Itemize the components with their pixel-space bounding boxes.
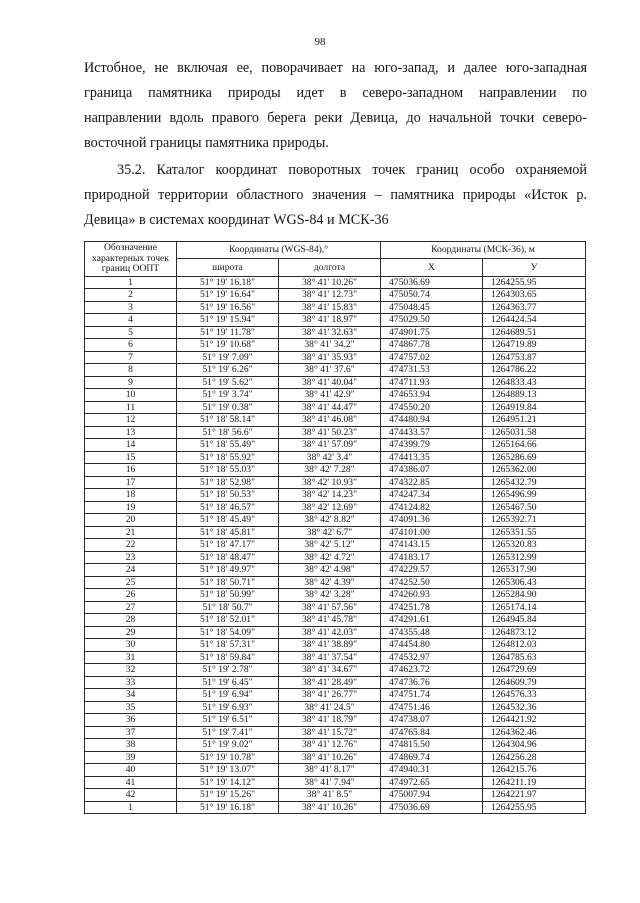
longitude-cell: 38° 41' 15.72" [279, 726, 381, 739]
x-cell: 475050.74 [381, 289, 483, 302]
table-row [85, 801, 586, 814]
point-number-cell: 1 [85, 801, 177, 814]
x-cell: 474623.72 [381, 664, 483, 677]
latitude-cell: 51° 18' 50.99" [177, 589, 279, 602]
y-cell: 1265496.99 [483, 489, 586, 502]
y-cell: 1264945.84 [483, 614, 586, 627]
longitude-cell: 38° 42' 3.28" [279, 589, 381, 602]
x-cell: 474731.53 [381, 364, 483, 377]
x-cell: 474867.78 [381, 339, 483, 352]
x-cell: 475007.94 [381, 789, 483, 802]
point-number-cell: 26 [85, 589, 177, 602]
latitude-cell: 51° 18' 50.53" [177, 489, 279, 502]
y-cell: 1264729.69 [483, 664, 586, 677]
y-cell: 1264211.19 [483, 776, 586, 789]
y-cell: 1265467.50 [483, 501, 586, 514]
longitude-cell: 38° 41' 8.17" [279, 764, 381, 777]
y-cell: 1265031.58 [483, 426, 586, 439]
point-number-cell: 6 [85, 339, 177, 352]
longitude-cell: 38° 41' 12.76" [279, 739, 381, 752]
y-cell: 1265312.99 [483, 551, 586, 564]
table-row [85, 526, 586, 539]
longitude-cell: 38° 41' 37.6" [279, 364, 381, 377]
x-cell: 474251.78 [381, 601, 483, 614]
table-row [85, 676, 586, 689]
table-row [85, 514, 586, 527]
longitude-cell: 38° 41' 26.77" [279, 689, 381, 702]
table-row [85, 739, 586, 752]
y-cell: 1264889.13 [483, 389, 586, 402]
latitude-cell: 51° 19' 10.68" [177, 339, 279, 352]
latitude-cell: 51° 19' 7.41" [177, 726, 279, 739]
point-number-cell: 35 [85, 701, 177, 714]
y-cell: 1264719.89 [483, 339, 586, 352]
table-row [85, 376, 586, 389]
longitude-cell: 38° 41' 46.08" [279, 414, 381, 427]
table-row [85, 289, 586, 302]
y-cell: 1264951.21 [483, 414, 586, 427]
longitude-cell: 38° 41' 12.73" [279, 289, 381, 302]
y-cell: 1265392.71 [483, 514, 586, 527]
latitude-cell: 51° 18' 54.09" [177, 626, 279, 639]
table-row [85, 414, 586, 427]
latitude-cell: 51° 18' 47.17" [177, 539, 279, 552]
latitude-cell: 51° 18' 55.49" [177, 439, 279, 452]
x-cell: 474291.61 [381, 614, 483, 627]
y-cell: 1264256.28 [483, 751, 586, 764]
x-cell: 474757.02 [381, 351, 483, 364]
table-row [85, 326, 586, 339]
point-number-cell: 30 [85, 639, 177, 652]
x-cell: 474550.20 [381, 401, 483, 414]
longitude-cell: 38° 42' 4.39" [279, 576, 381, 589]
y-cell: 1264753.87 [483, 351, 586, 364]
point-number-cell: 41 [85, 776, 177, 789]
table-row [85, 339, 586, 352]
x-cell: 474454.80 [381, 639, 483, 652]
y-cell: 1265351.55 [483, 526, 586, 539]
y-cell: 1264304.96 [483, 739, 586, 752]
x-cell: 474815.50 [381, 739, 483, 752]
point-number-cell: 25 [85, 576, 177, 589]
latitude-cell: 51° 18' 55.92" [177, 451, 279, 464]
text-line: граница памятника природы идет в северо-западном направлении по [84, 85, 587, 101]
table-row [85, 314, 586, 327]
point-number-cell: 34 [85, 689, 177, 702]
longitude-cell: 38° 41' 38.89" [279, 639, 381, 652]
longitude-cell: 38° 42' 4.98" [279, 564, 381, 577]
longitude-cell: 38° 41' 18.97" [279, 314, 381, 327]
longitude-cell: 38° 41' 35.93" [279, 351, 381, 364]
text-line: Девица» в системах координат WGS-84 и МСК-36 [84, 212, 389, 228]
y-cell: 1264786.22 [483, 364, 586, 377]
table-row [85, 726, 586, 739]
point-number-cell: 32 [85, 664, 177, 677]
latitude-cell: 51° 18' 50.71" [177, 576, 279, 589]
y-cell: 1264689.51 [483, 326, 586, 339]
table-row [85, 689, 586, 702]
longitude-cell: 38° 41' 18.79" [279, 714, 381, 727]
longitude-cell: 38° 41' 34.2" [279, 339, 381, 352]
point-number-cell: 7 [85, 351, 177, 364]
table-row [85, 539, 586, 552]
point-number-cell: 31 [85, 651, 177, 664]
latitude-cell: 51° 18' 56.6" [177, 426, 279, 439]
table-row [85, 551, 586, 564]
x-cell: 474751.74 [381, 689, 483, 702]
point-number-cell: 12 [85, 414, 177, 427]
point-number-cell: 1 [85, 276, 177, 289]
x-cell: 474399.79 [381, 439, 483, 452]
longitude-cell: 38° 41' 40.04" [279, 376, 381, 389]
point-number-cell: 11 [85, 401, 177, 414]
latitude-cell: 51° 18' 55.03" [177, 464, 279, 477]
point-number-cell: 17 [85, 476, 177, 489]
latitude-cell: 51° 19' 16.18" [177, 801, 279, 814]
longitude-cell: 38° 41' 8.5" [279, 789, 381, 802]
latitude-cell: 51° 19' 0.38" [177, 401, 279, 414]
latitude-cell: 51° 19' 6.51" [177, 714, 279, 727]
coordinates-table [84, 241, 586, 814]
x-cell: 474252.50 [381, 576, 483, 589]
latitude-cell: 51° 18' 52.01" [177, 614, 279, 627]
y-cell: 1264919.84 [483, 401, 586, 414]
table-row [85, 751, 586, 764]
y-cell: 1265174.14 [483, 601, 586, 614]
point-number-cell: 36 [85, 714, 177, 727]
paragraph-boundary-description [84, 56, 587, 156]
point-number-cell: 22 [85, 539, 177, 552]
x-cell: 475029.50 [381, 314, 483, 327]
longitude-cell: 38° 41' 7.94" [279, 776, 381, 789]
point-number-cell: 10 [85, 389, 177, 402]
table-row [85, 301, 586, 314]
table-row [85, 351, 586, 364]
latitude-cell: 51° 19' 16.56" [177, 301, 279, 314]
table-row [85, 651, 586, 664]
table-row [85, 389, 586, 402]
y-cell: 1264255.95 [483, 276, 586, 289]
point-number-cell: 23 [85, 551, 177, 564]
table-row [85, 776, 586, 789]
latitude-cell: 51° 18' 59.84" [177, 651, 279, 664]
longitude-cell: 38° 41' 57.56" [279, 601, 381, 614]
point-number-cell: 5 [85, 326, 177, 339]
paragraph-catalog-heading [84, 158, 587, 233]
y-cell: 1264215.76 [483, 764, 586, 777]
longitude-cell: 38° 41' 42.03" [279, 626, 381, 639]
table-row [85, 476, 586, 489]
x-cell: 474433.57 [381, 426, 483, 439]
y-cell: 1265317.90 [483, 564, 586, 577]
y-cell: 1265284.90 [483, 589, 586, 602]
latitude-cell: 51° 19' 6.93" [177, 701, 279, 714]
table-row [85, 626, 586, 639]
point-number-cell: 19 [85, 501, 177, 514]
point-number-cell: 28 [85, 614, 177, 627]
latitude-header: широта [177, 259, 279, 276]
table-body [85, 276, 586, 814]
latitude-cell: 51° 19' 2.78" [177, 664, 279, 677]
text-line: направлении вдоль правого берега реки Девица, до начальной точки северо- [84, 110, 587, 126]
point-number-cell: 3 [85, 301, 177, 314]
longitude-cell: 38° 42' 14.23" [279, 489, 381, 502]
point-number-cell: 27 [85, 601, 177, 614]
longitude-cell: 38° 42' 7.28" [279, 464, 381, 477]
y-cell: 1264303.65 [483, 289, 586, 302]
latitude-cell: 51° 19' 13.07" [177, 764, 279, 777]
longitude-cell: 38° 42' 6.7" [279, 526, 381, 539]
point-number-cell: 20 [85, 514, 177, 527]
x-cell: 474711.93 [381, 376, 483, 389]
x-cell: 474751.46 [381, 701, 483, 714]
y-cell: 1265432.79 [483, 476, 586, 489]
point-number-cell: 16 [85, 464, 177, 477]
x-cell: 474386.07 [381, 464, 483, 477]
y-cell: 1265362.00 [483, 464, 586, 477]
table-row [85, 576, 586, 589]
y-cell: 1264785.63 [483, 651, 586, 664]
x-cell: 474940.31 [381, 764, 483, 777]
y-cell: 1264255.95 [483, 801, 586, 814]
point-number-cell: 4 [85, 314, 177, 327]
point-number-cell: 39 [85, 751, 177, 764]
text-line: 35.2. Каталог координат поворотных точек границ особо охраняемой [117, 162, 587, 178]
table-row [85, 789, 586, 802]
longitude-cell: 38° 41' 10.26" [279, 276, 381, 289]
latitude-cell: 51° 19' 6.94" [177, 689, 279, 702]
x-cell: 474765.84 [381, 726, 483, 739]
latitude-cell: 51° 19' 11.78" [177, 326, 279, 339]
table-row [85, 276, 586, 289]
point-number-cell: 29 [85, 626, 177, 639]
x-cell: 474972.65 [381, 776, 483, 789]
page-number: 98 [314, 36, 326, 48]
latitude-cell: 51° 18' 49.97" [177, 564, 279, 577]
latitude-cell: 51° 18' 57.31" [177, 639, 279, 652]
latitude-cell: 51° 18' 50.7" [177, 601, 279, 614]
latitude-cell: 51° 18' 46.57" [177, 501, 279, 514]
longitude-cell: 38° 41' 37.54" [279, 651, 381, 664]
x-cell: 474183.17 [381, 551, 483, 564]
longitude-cell: 38° 42' 4.72" [279, 551, 381, 564]
x-cell: 474355.48 [381, 626, 483, 639]
longitude-cell: 38° 41' 42.9" [279, 389, 381, 402]
x-cell: 474260.93 [381, 589, 483, 602]
latitude-cell: 51° 18' 45.81" [177, 526, 279, 539]
y-cell: 1264576.33 [483, 689, 586, 702]
point-number-cell: 38 [85, 739, 177, 752]
longitude-cell: 38° 41' 44.47" [279, 401, 381, 414]
table-row [85, 764, 586, 777]
latitude-cell: 51° 19' 7.09" [177, 351, 279, 364]
longitude-cell: 38° 42' 3.4" [279, 451, 381, 464]
longitude-cell: 38° 41' 15.83" [279, 301, 381, 314]
table-row [85, 564, 586, 577]
latitude-cell: 51° 19' 15.26" [177, 789, 279, 802]
x-cell: 474143.15 [381, 539, 483, 552]
longitude-cell: 38° 41' 24.5" [279, 701, 381, 714]
x-cell: 474869.74 [381, 751, 483, 764]
table-row [85, 639, 586, 652]
longitude-cell: 38° 41' 28.49" [279, 676, 381, 689]
point-number-cell: 13 [85, 426, 177, 439]
x-cell: 474653.94 [381, 389, 483, 402]
point-number-cell: 9 [85, 376, 177, 389]
table-row [85, 426, 586, 439]
table-row [85, 489, 586, 502]
x-cell: 474736.76 [381, 676, 483, 689]
x-cell: 474901.75 [381, 326, 483, 339]
x-cell: 474480.94 [381, 414, 483, 427]
table-row [85, 501, 586, 514]
longitude-cell: 38° 42' 10.93" [279, 476, 381, 489]
point-number-cell: 37 [85, 726, 177, 739]
table-row [85, 601, 586, 614]
x-cell: 474738.07 [381, 714, 483, 727]
y-cell: 1265164.66 [483, 439, 586, 452]
latitude-cell: 51° 19' 10.78" [177, 751, 279, 764]
y-cell: 1264609.79 [483, 676, 586, 689]
table-row [85, 701, 586, 714]
latitude-cell: 51° 19' 16.64" [177, 289, 279, 302]
table-row [85, 364, 586, 377]
point-number-cell: 14 [85, 439, 177, 452]
x-cell: 474247.34 [381, 489, 483, 502]
latitude-cell: 51° 19' 16.18" [177, 276, 279, 289]
y-cell: 1265286.69 [483, 451, 586, 464]
x-cell: 474532.97 [381, 651, 483, 664]
latitude-cell: 51° 19' 6.45" [177, 676, 279, 689]
y-cell: 1264221.97 [483, 789, 586, 802]
y-cell: 1264532.36 [483, 701, 586, 714]
point-number-cell: 24 [85, 564, 177, 577]
point-number-cell: 18 [85, 489, 177, 502]
y-cell: 1264833.43 [483, 376, 586, 389]
longitude-cell: 38° 41' 32.63" [279, 326, 381, 339]
y-cell: 1264812.03 [483, 639, 586, 652]
y-cell: 1265320.83 [483, 539, 586, 552]
longitude-cell: 38° 41' 45.78" [279, 614, 381, 627]
longitude-cell: 38° 42' 5.12" [279, 539, 381, 552]
x-cell: 474413.35 [381, 451, 483, 464]
x-cell: 474091.36 [381, 514, 483, 527]
table-row [85, 451, 586, 464]
y-cell: 1264363.77 [483, 301, 586, 314]
y-cell: 1264421.92 [483, 714, 586, 727]
table-row [85, 714, 586, 727]
x-cell: 474124.82 [381, 501, 483, 514]
longitude-cell: 38° 41' 10.26" [279, 801, 381, 814]
table-row [85, 464, 586, 477]
latitude-cell: 51° 18' 45.49" [177, 514, 279, 527]
point-number-cell: 15 [85, 451, 177, 464]
longitude-cell: 38° 41' 57.09" [279, 439, 381, 452]
table-row [85, 439, 586, 452]
latitude-cell: 51° 19' 14.12" [177, 776, 279, 789]
longitude-cell: 38° 41' 34.67" [279, 664, 381, 677]
latitude-cell: 51° 19' 6.26" [177, 364, 279, 377]
x-cell: 474101.00 [381, 526, 483, 539]
y-cell: 1265306.43 [483, 576, 586, 589]
x-cell: 475048.45 [381, 301, 483, 314]
longitude-cell: 38° 41' 50.23" [279, 426, 381, 439]
table-row [85, 589, 586, 602]
longitude-cell: 38° 42' 12.69" [279, 501, 381, 514]
latitude-cell: 51° 19' 5.62" [177, 376, 279, 389]
longitude-header: долгота [279, 259, 381, 276]
latitude-cell: 51° 18' 48.47" [177, 551, 279, 564]
msk36-group-header: Координаты (МСК-36), м [381, 242, 586, 259]
longitude-cell: 38° 41' 10.26" [279, 751, 381, 764]
point-number-cell: 2 [85, 289, 177, 302]
y-cell: 1264424.54 [483, 314, 586, 327]
latitude-cell: 51° 18' 58.14" [177, 414, 279, 427]
y-cell: 1264873.12 [483, 626, 586, 639]
point-number-cell: 42 [85, 789, 177, 802]
latitude-cell: 51° 19' 9.02" [177, 739, 279, 752]
y-cell: 1264362.46 [483, 726, 586, 739]
x-cell: 475036.69 [381, 801, 483, 814]
table-row [85, 614, 586, 627]
table-row [85, 401, 586, 414]
x-cell: 475036.69 [381, 276, 483, 289]
text-line: восточной границы памятника природы. [84, 135, 329, 151]
latitude-cell: 51° 19' 3.74" [177, 389, 279, 402]
x-cell: 474322.85 [381, 476, 483, 489]
text-line: природной территории областного значения – памятника природы «Исток р. [84, 187, 587, 203]
point-label-header: Обозначение характерных точек границ ООПТ [85, 242, 177, 277]
x-cell: 474229.57 [381, 564, 483, 577]
point-number-cell: 21 [85, 526, 177, 539]
latitude-cell: 51° 19' 15.94" [177, 314, 279, 327]
x-header: X [381, 259, 483, 276]
wgs84-group-header: Координаты (WGS-84),° [177, 242, 381, 259]
y-header: У [483, 259, 586, 276]
table-row [85, 664, 586, 677]
longitude-cell: 38° 42' 8.82" [279, 514, 381, 527]
point-number-cell: 40 [85, 764, 177, 777]
text-line: Истобное, не включая ее, поворачивает на юго-запад, и далее юго-западная [84, 60, 587, 76]
latitude-cell: 51° 18' 52.98" [177, 476, 279, 489]
point-number-cell: 33 [85, 676, 177, 689]
point-number-cell: 8 [85, 364, 177, 377]
